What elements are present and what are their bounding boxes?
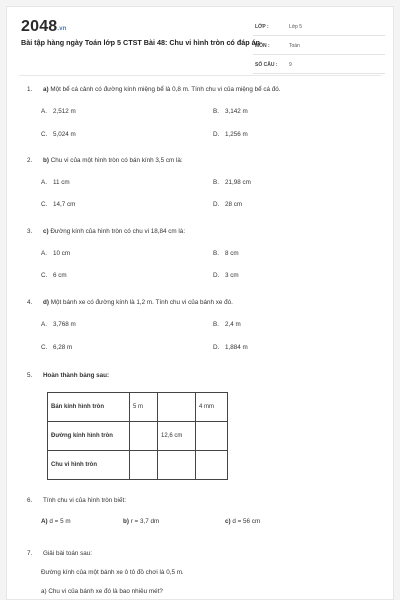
table-cell [196, 422, 228, 451]
option-letter: A. [41, 179, 47, 186]
question-7-line-1: Đường kính của một bánh xe ô tô đồ chơi là 0,5 m. [41, 569, 184, 576]
option-letter: A. [41, 321, 47, 328]
option-d[interactable] [213, 344, 248, 351]
part-c [225, 518, 260, 525]
question-number: 1. [27, 86, 33, 93]
meta-key: SỐ CÂU : [255, 62, 278, 68]
option-text: 14,7 cm [53, 201, 76, 208]
meta-value: Lớp 5 [289, 24, 303, 30]
option-b[interactable] [213, 108, 248, 115]
question-number: 5. [27, 372, 33, 379]
site-logo[interactable] [21, 18, 67, 36]
meta-panel [253, 21, 385, 78]
option-letter: D. [213, 201, 220, 208]
question-body: Đường kính của hình tròn có chu vi 18,84 cm là: [50, 228, 186, 235]
question-label: b) [43, 157, 49, 164]
option-a[interactable] [41, 250, 70, 257]
option-b[interactable] [213, 250, 239, 257]
option-text: 6,28 m [53, 344, 73, 351]
part-a [41, 518, 71, 525]
meta-key: LỚP : [255, 24, 269, 30]
question-text [43, 157, 183, 164]
header-divider [19, 75, 381, 76]
table-row [48, 393, 228, 422]
question-label: a) [43, 86, 49, 93]
question-body: Chu vi của một hình tròn có bán kính 3,5 cm là: [50, 157, 183, 164]
option-letter: B. [213, 108, 219, 115]
question-number: 4. [27, 299, 33, 306]
worksheet-page [6, 6, 394, 600]
table-cell [158, 451, 196, 480]
option-text: 21,98 cm [225, 179, 251, 186]
option-letter: C. [41, 131, 48, 138]
question-text: Giải bài toán sau: [43, 550, 93, 557]
meta-row-class [253, 21, 385, 36]
part-text: r = 3,7 dm [130, 518, 160, 525]
row-header: Bán kính hình tròn [48, 393, 130, 422]
table-row [48, 422, 228, 451]
option-letter: A. [41, 108, 47, 115]
option-letter: D. [213, 272, 220, 279]
option-text: 3,768 m [53, 321, 76, 328]
option-c[interactable] [41, 131, 76, 138]
option-text: 10 cm [53, 250, 71, 257]
meta-row-subject [253, 40, 385, 55]
option-text: 1,884 m [225, 344, 248, 351]
option-d[interactable] [213, 201, 242, 208]
part-label: A) [41, 518, 48, 525]
option-letter: C. [41, 201, 48, 208]
logo-suffix: .vn [57, 26, 67, 32]
question-body: Một bể cá cảnh có đường kính miệng bể là 0,8 m. Tính chu vi của miệng bể cá đó. [50, 86, 281, 93]
option-letter: C. [41, 344, 48, 351]
row-header: Chu vi hình tròn [48, 451, 130, 480]
meta-key: MÔN : [255, 43, 270, 49]
option-text: 28 cm [225, 201, 243, 208]
table-cell: 12,6 cm [158, 422, 196, 451]
meta-value: 9 [289, 62, 292, 68]
option-letter: D. [213, 131, 220, 138]
question-number: 7. [27, 550, 33, 557]
question-text [43, 86, 281, 93]
option-letter: B. [213, 179, 219, 186]
question-number: 3. [27, 228, 33, 235]
table-cell [130, 422, 158, 451]
part-text: d = 56 cm [232, 518, 261, 525]
table-row [48, 451, 228, 480]
option-c[interactable] [41, 344, 72, 351]
option-letter: B. [213, 321, 219, 328]
option-b[interactable] [213, 179, 251, 186]
option-text: 8 cm [225, 250, 239, 257]
logo-text: 2048 [21, 18, 58, 35]
option-text: 11 cm [53, 179, 70, 186]
option-text: 3,142 m [225, 108, 248, 115]
option-letter: A. [41, 250, 47, 257]
option-text: 5,024 m [53, 131, 76, 138]
part-b [123, 518, 159, 525]
table-cell [158, 393, 196, 422]
question-number: 2. [27, 157, 33, 164]
question-text [43, 372, 109, 379]
option-letter: D. [213, 344, 220, 351]
option-letter: B. [213, 250, 219, 257]
question-label: c) [43, 228, 49, 235]
option-d[interactable] [213, 131, 248, 138]
question-body: Hoàn thành bảng sau: [43, 372, 110, 379]
option-d[interactable] [213, 272, 239, 279]
question-text [43, 299, 233, 306]
option-a[interactable] [41, 321, 76, 328]
option-text: 1,256 m [225, 131, 248, 138]
table-cell: 4 mm [196, 393, 228, 422]
option-b[interactable] [213, 321, 241, 328]
option-text: 3 cm [225, 272, 239, 279]
table-cell [196, 451, 228, 480]
question-text: Tính chu vi của hình tròn biết: [43, 497, 126, 504]
table-cell [130, 451, 158, 480]
question-text [43, 228, 185, 235]
option-text: 2,512 m [53, 108, 76, 115]
table-cell: 5 m [130, 393, 158, 422]
option-a[interactable] [41, 179, 70, 186]
question-label: d) [43, 299, 49, 306]
option-text: 2,4 m [225, 321, 241, 328]
option-c[interactable] [41, 201, 75, 208]
row-header: Đường kính hình tròn [48, 422, 130, 451]
meta-value: Toán [289, 43, 300, 49]
question-body: Một bánh xe có đường kính là 1,2 m. Tính chu vi của bánh xe đó. [50, 299, 233, 306]
worksheet-title: Bài tập hàng ngày Toán lớp 5 CTST Bài 48: Chu vi hình tròn có đáp án [21, 38, 260, 47]
fill-table [47, 392, 228, 480]
question-number: 6. [27, 497, 33, 504]
option-c[interactable] [41, 272, 67, 279]
option-a[interactable] [41, 108, 76, 115]
option-text: 6 cm [53, 272, 67, 279]
meta-row-count [253, 59, 385, 74]
part-label: b) [123, 518, 129, 525]
part-text: d = 5 m [49, 518, 71, 525]
question-7-line-2: a) Chu vi của bánh xe đó là bao nhiêu mét? [41, 588, 163, 595]
part-label: c) [225, 518, 231, 525]
option-letter: C. [41, 272, 48, 279]
